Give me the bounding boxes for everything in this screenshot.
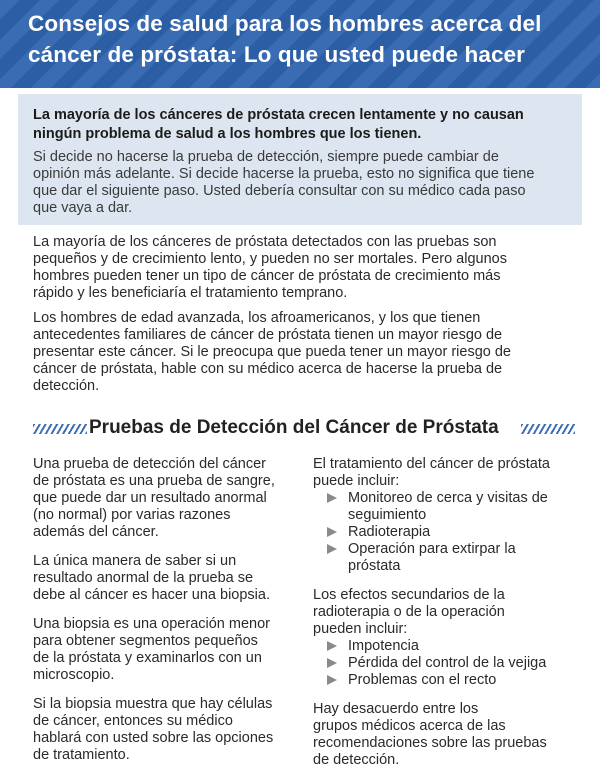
list-item xyxy=(313,490,583,524)
section-title: Pruebas de Detección del Cáncer de Próstata xyxy=(89,417,499,438)
text-line: pueden incluir: xyxy=(313,621,408,637)
list-item xyxy=(313,541,583,575)
section-heading xyxy=(33,414,573,442)
text-line: presentar este cáncer. Si le preocupa que pueda tener un mayor riesgo de xyxy=(33,344,511,360)
text-line: rápido y les beneficiaría el tratamiento temprano. xyxy=(33,285,348,301)
triangle-bullet-icon xyxy=(327,493,337,503)
text-line: Hay desacuerdo entre los xyxy=(313,701,479,717)
text-line: que dar el siguiente paso. Usted debería consultar con su médico cada paso xyxy=(33,183,526,199)
list-item xyxy=(313,638,583,655)
text-line: antecedentes familiares de cáncer de próstata tienen un mayor riesgo de xyxy=(33,327,503,343)
biopsy-need-paragraph xyxy=(33,553,293,604)
text-line: de próstata es una prueba de sangre, xyxy=(33,473,275,489)
intro-paragraph-1 xyxy=(33,234,573,302)
text-line: Si la biopsia muestra que hay células xyxy=(33,696,273,712)
disagreement-paragraph xyxy=(313,701,583,769)
triangle-bullet-icon xyxy=(327,527,337,537)
callout-body xyxy=(33,149,578,217)
text-line: además del cáncer. xyxy=(33,524,159,540)
text-line: cáncer de próstata, hable con su médico acerca de hacerse la prueba de xyxy=(33,361,503,377)
right-column xyxy=(313,456,583,769)
text-line: Una biopsia es una operación menor xyxy=(33,616,270,632)
text-line: hombres pueden tener un tipo de cáncer de próstata de crecimiento más xyxy=(33,268,501,284)
text-line: La mayoría de los cánceres de próstata detectados con las pruebas son xyxy=(33,234,497,250)
text-line: El tratamiento del cáncer de próstata xyxy=(313,456,550,472)
text-line: Monitoreo de cerca y visitas de xyxy=(348,490,548,506)
text-line: que vaya a dar. xyxy=(33,200,133,216)
text-line: Una prueba de detección del cáncer xyxy=(33,456,266,472)
text-line: detección. xyxy=(33,378,100,394)
text-line: recomendaciones sobre las pruebas xyxy=(313,735,547,751)
text-line: grupos médicos acerca de las xyxy=(313,718,506,734)
list-item xyxy=(313,672,583,689)
text-line: Los hombres de edad avanzada, los afroamericanos, y los que tienen xyxy=(33,310,481,326)
text-line: de detección. xyxy=(313,752,400,768)
text-line: Problemas con el recto xyxy=(348,672,497,688)
triangle-bullet-icon xyxy=(327,675,337,685)
list-item xyxy=(313,524,583,541)
side-effects-intro xyxy=(313,587,583,638)
title-line: cáncer de próstata: Lo que usted puede hacer xyxy=(28,42,526,67)
text-line: para obtener segmentos pequeños xyxy=(33,633,258,649)
text-line: que puede dar un resultado anormal xyxy=(33,490,267,506)
text-line: microscopio. xyxy=(33,667,115,683)
text-line: (no normal) por varias razones xyxy=(33,507,231,523)
screening-test-paragraph xyxy=(33,456,293,541)
title-line: Consejos de salud para los hombres acerca del xyxy=(28,11,542,36)
text-line: puede incluir: xyxy=(313,473,400,489)
hatch-decoration-right xyxy=(521,424,575,434)
text-line: resultado anormal de la prueba se xyxy=(33,570,254,586)
text-line: de cáncer, entonces su médico xyxy=(33,713,233,729)
text-line: ningún problema de salud a los hombres que los tienen. xyxy=(33,126,422,142)
text-line: Operación para extirpar la xyxy=(348,541,516,557)
text-line: Si decide no hacerse la prueba de detección, siempre puede cambiar de xyxy=(33,149,499,165)
text-line: Pérdida del control de la vejiga xyxy=(348,655,547,671)
text-line: de la próstata y examinarlos con un xyxy=(33,650,262,666)
text-line: La mayoría de los cánceres de próstata crecen lentamente y no causan xyxy=(33,107,524,123)
text-line: debe al cáncer es hacer una biopsia. xyxy=(33,587,270,603)
text-line: radioterapia o de la operación xyxy=(313,604,505,620)
left-column xyxy=(33,456,293,776)
list-item xyxy=(313,655,583,672)
biopsy-definition-paragraph xyxy=(33,616,293,684)
text-line: La única manera de saber si un xyxy=(33,553,237,569)
text-line: hablará con usted sobre las opciones xyxy=(33,730,274,746)
page-title xyxy=(28,8,588,70)
triangle-bullet-icon xyxy=(327,641,337,651)
hatch-decoration-left xyxy=(33,424,87,434)
header-banner xyxy=(0,0,600,88)
triangle-bullet-icon xyxy=(327,544,337,554)
text-line: de tratamiento. xyxy=(33,747,130,763)
text-line: Los efectos secundarios de la xyxy=(313,587,505,603)
text-line: opinión más adelante. Si decide hacerse la prueba, esto no significa que tiene xyxy=(33,166,535,182)
text-line: próstata xyxy=(348,558,401,574)
treatment-list xyxy=(313,490,583,575)
key-message-callout xyxy=(18,94,582,225)
side-effects-list xyxy=(313,638,583,689)
treatment-intro xyxy=(313,456,583,490)
intro-paragraph-2 xyxy=(33,310,573,395)
triangle-bullet-icon xyxy=(327,658,337,668)
text-line: Impotencia xyxy=(348,638,419,654)
biopsy-result-paragraph xyxy=(33,696,293,764)
text-line: Radioterapia xyxy=(348,524,431,540)
text-line: pequeños y de crecimiento lento, y pueden no ser mortales. Pero algunos xyxy=(33,251,507,267)
callout-lead xyxy=(33,106,573,144)
text-line: seguimiento xyxy=(348,507,427,523)
